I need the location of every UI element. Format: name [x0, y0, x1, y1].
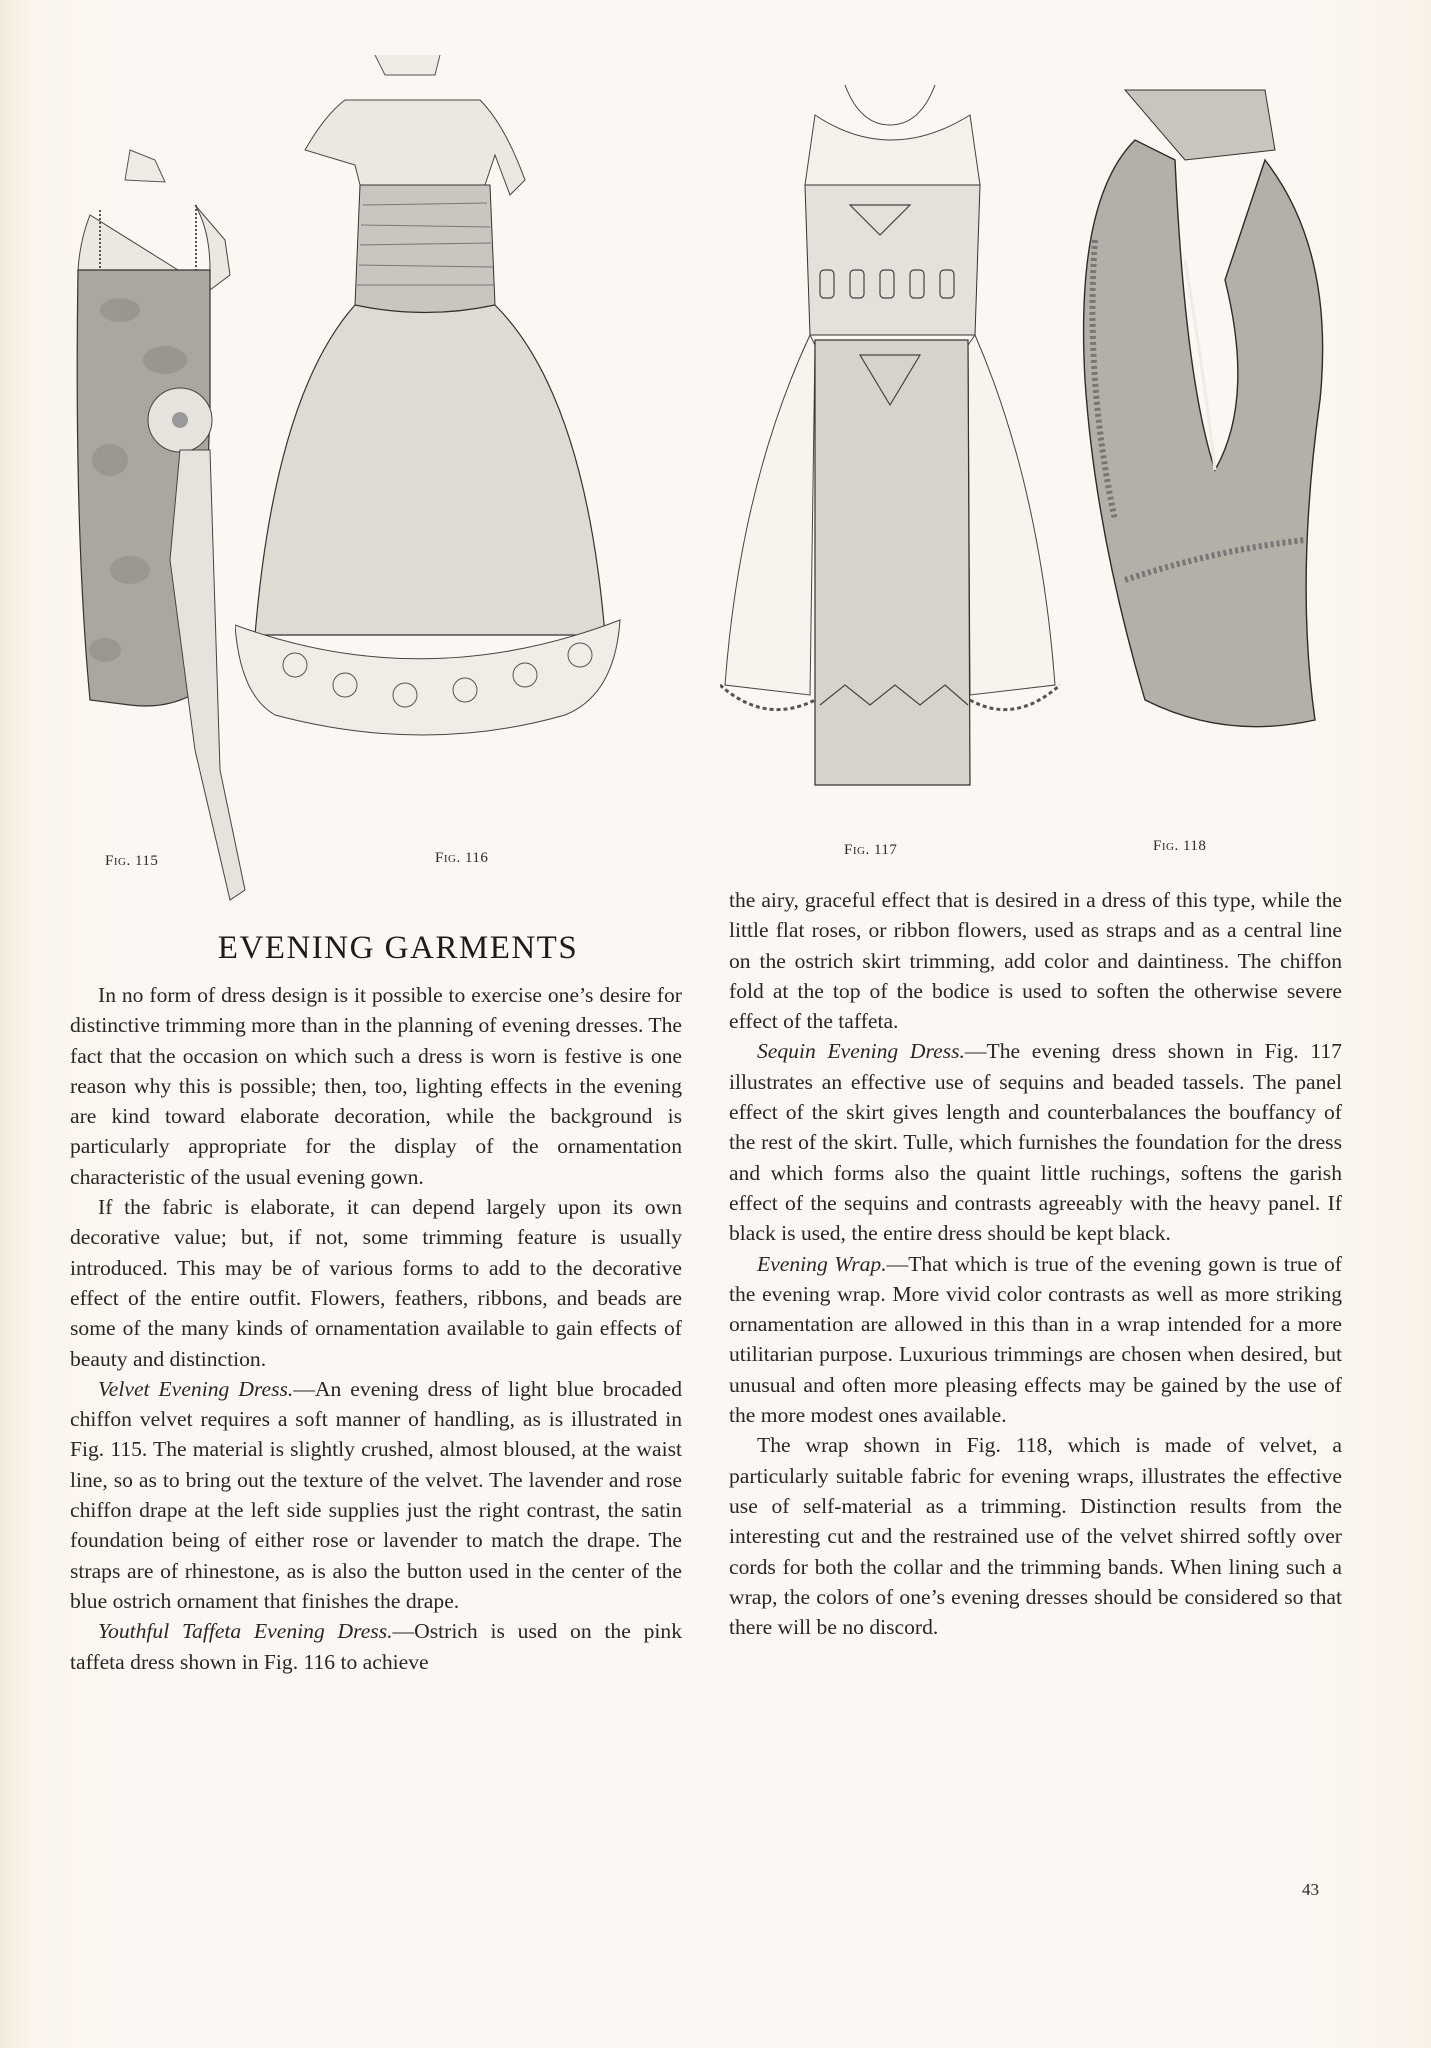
- page-heading: EVENING GARMENTS: [217, 930, 579, 966]
- wrap-fig-118-paragraph: The wrap shown in Fig. 118, which is made of velvet, a particularly suitable fabric for evening wraps, illustrates the effective use of self-material as a trimming. Distinction results from the interesting cut and the restrained use of the velvet shirred softly over cords for both the collar and the trimming bands. When lining such a wrap, the colors of one’s evening dresses should be considered so that there will be no discord.: [729, 1433, 1342, 1640]
- velvet-dress-body: —An evening dress of light blue brocaded chiffon velvet requires a soft manner of handling, as is illustrated in Fig. 115. The material is slightly crushed, almost bloused, at the waist line, so as to bring out the texture of the velvet. The lavender and rose chiffon drape at the left side supplies just the right contrast, the satin foundation being of either rose or lavender to match the drape. The straps are of rhinestone, as is also the button used in the center of the blue ostrich ornament that finishes the drape.: [70, 1376, 682, 1613]
- evening-wrap-body: —That which is true of the evening gown is true of the evening wrap. More vivid color contrasts as well as more striking ornamentation are allowed in this than in a wrap intended for a more utilitarian purpose. Luxurious trimmings are chosen when desired, but unusual and often more pleasing effects may be gained by the use of the more modest ones available.: [729, 1251, 1342, 1428]
- figure-118-caption: Fig. 118: [1153, 838, 1207, 854]
- evening-wrap-title: Evening Wrap.: [757, 1251, 887, 1276]
- figure-116-illustration: [235, 55, 625, 835]
- figure-116-caption: Fig. 116: [435, 850, 489, 866]
- taffeta-dress-drawing: [235, 55, 625, 835]
- figure-118-illustration: [1065, 80, 1345, 810]
- sequin-dress-paragraph: [729, 1036, 1342, 1248]
- left-text-column: [70, 980, 682, 1677]
- sequin-dress-drawing: [720, 85, 1060, 805]
- figure-117-caption: Fig. 117: [844, 842, 898, 858]
- taffeta-dress-body: —Ostrich is used on the pink taffeta dress shown in Fig. 116 to achieve: [70, 1619, 682, 1674]
- right-text-column: [729, 885, 1342, 1642]
- sequin-dress-title: Sequin Evening Dress.: [757, 1039, 965, 1064]
- velvet-dress-title: Velvet Evening Dress.: [98, 1376, 294, 1401]
- evening-wrap-paragraph: [729, 1249, 1342, 1431]
- sequin-dress-body: —The evening dress shown in Fig. 117 illustrates an effective use of sequins and beaded tassels. The panel effect of the skirt gives length and counterbalances the bouffancy of the rest of the skirt. Tulle, which furnishes the foundation for the dress and which forms also the quaint little ruchings, softens the garish effect of the sequins and contrasts agreeably with the heavy panel. If black is used, the entire dress should be kept black.: [729, 1039, 1342, 1246]
- taffeta-dress-title: Youthful Taffeta Evening Dress.: [98, 1619, 393, 1644]
- fabric-paragraph: If the fabric is elaborate, it can depend largely upon its own decorative value; but, if not, some trimming feature is usually introduced. This may be of various forms to add to the decorative effect of the entire outfit. Flowers, feathers, ribbons, and beads are some of the many kinds of ornamentation available to gain effects of beauty and distinction.: [70, 1195, 682, 1371]
- page-number: 43: [1302, 1880, 1319, 1899]
- evening-wrap-drawing: [1065, 80, 1345, 810]
- intro-paragraph: In no form of dress design is it possible to exercise one’s desire for distinctive trimming more than in the planning of evening dresses. The fact that the occasion on which such a dress is worn is festive is one reason why this is possible; then, too, lighting effects in the evening are kind toward elaborate decoration, while the background is particularly appropriate for the display of the ornamentation characteristic of the usual evening gown.: [70, 983, 682, 1189]
- figure-115-caption: Fig. 115: [105, 853, 159, 869]
- velvet-dress-paragraph: [70, 1374, 682, 1616]
- figure-117-illustration: [720, 85, 1060, 805]
- taffeta-dress-continuation: the airy, graceful effect that is desired in a dress of this type, while the little flat roses, or ribbon flowers, used as straps and as a central line on the ostrich skirt trimming, add color and daintiness. The chiffon fold at the top of the bodice is used to soften the otherwise severe effect of the taffeta.: [729, 888, 1342, 1034]
- taffeta-dress-paragraph: [70, 1616, 682, 1677]
